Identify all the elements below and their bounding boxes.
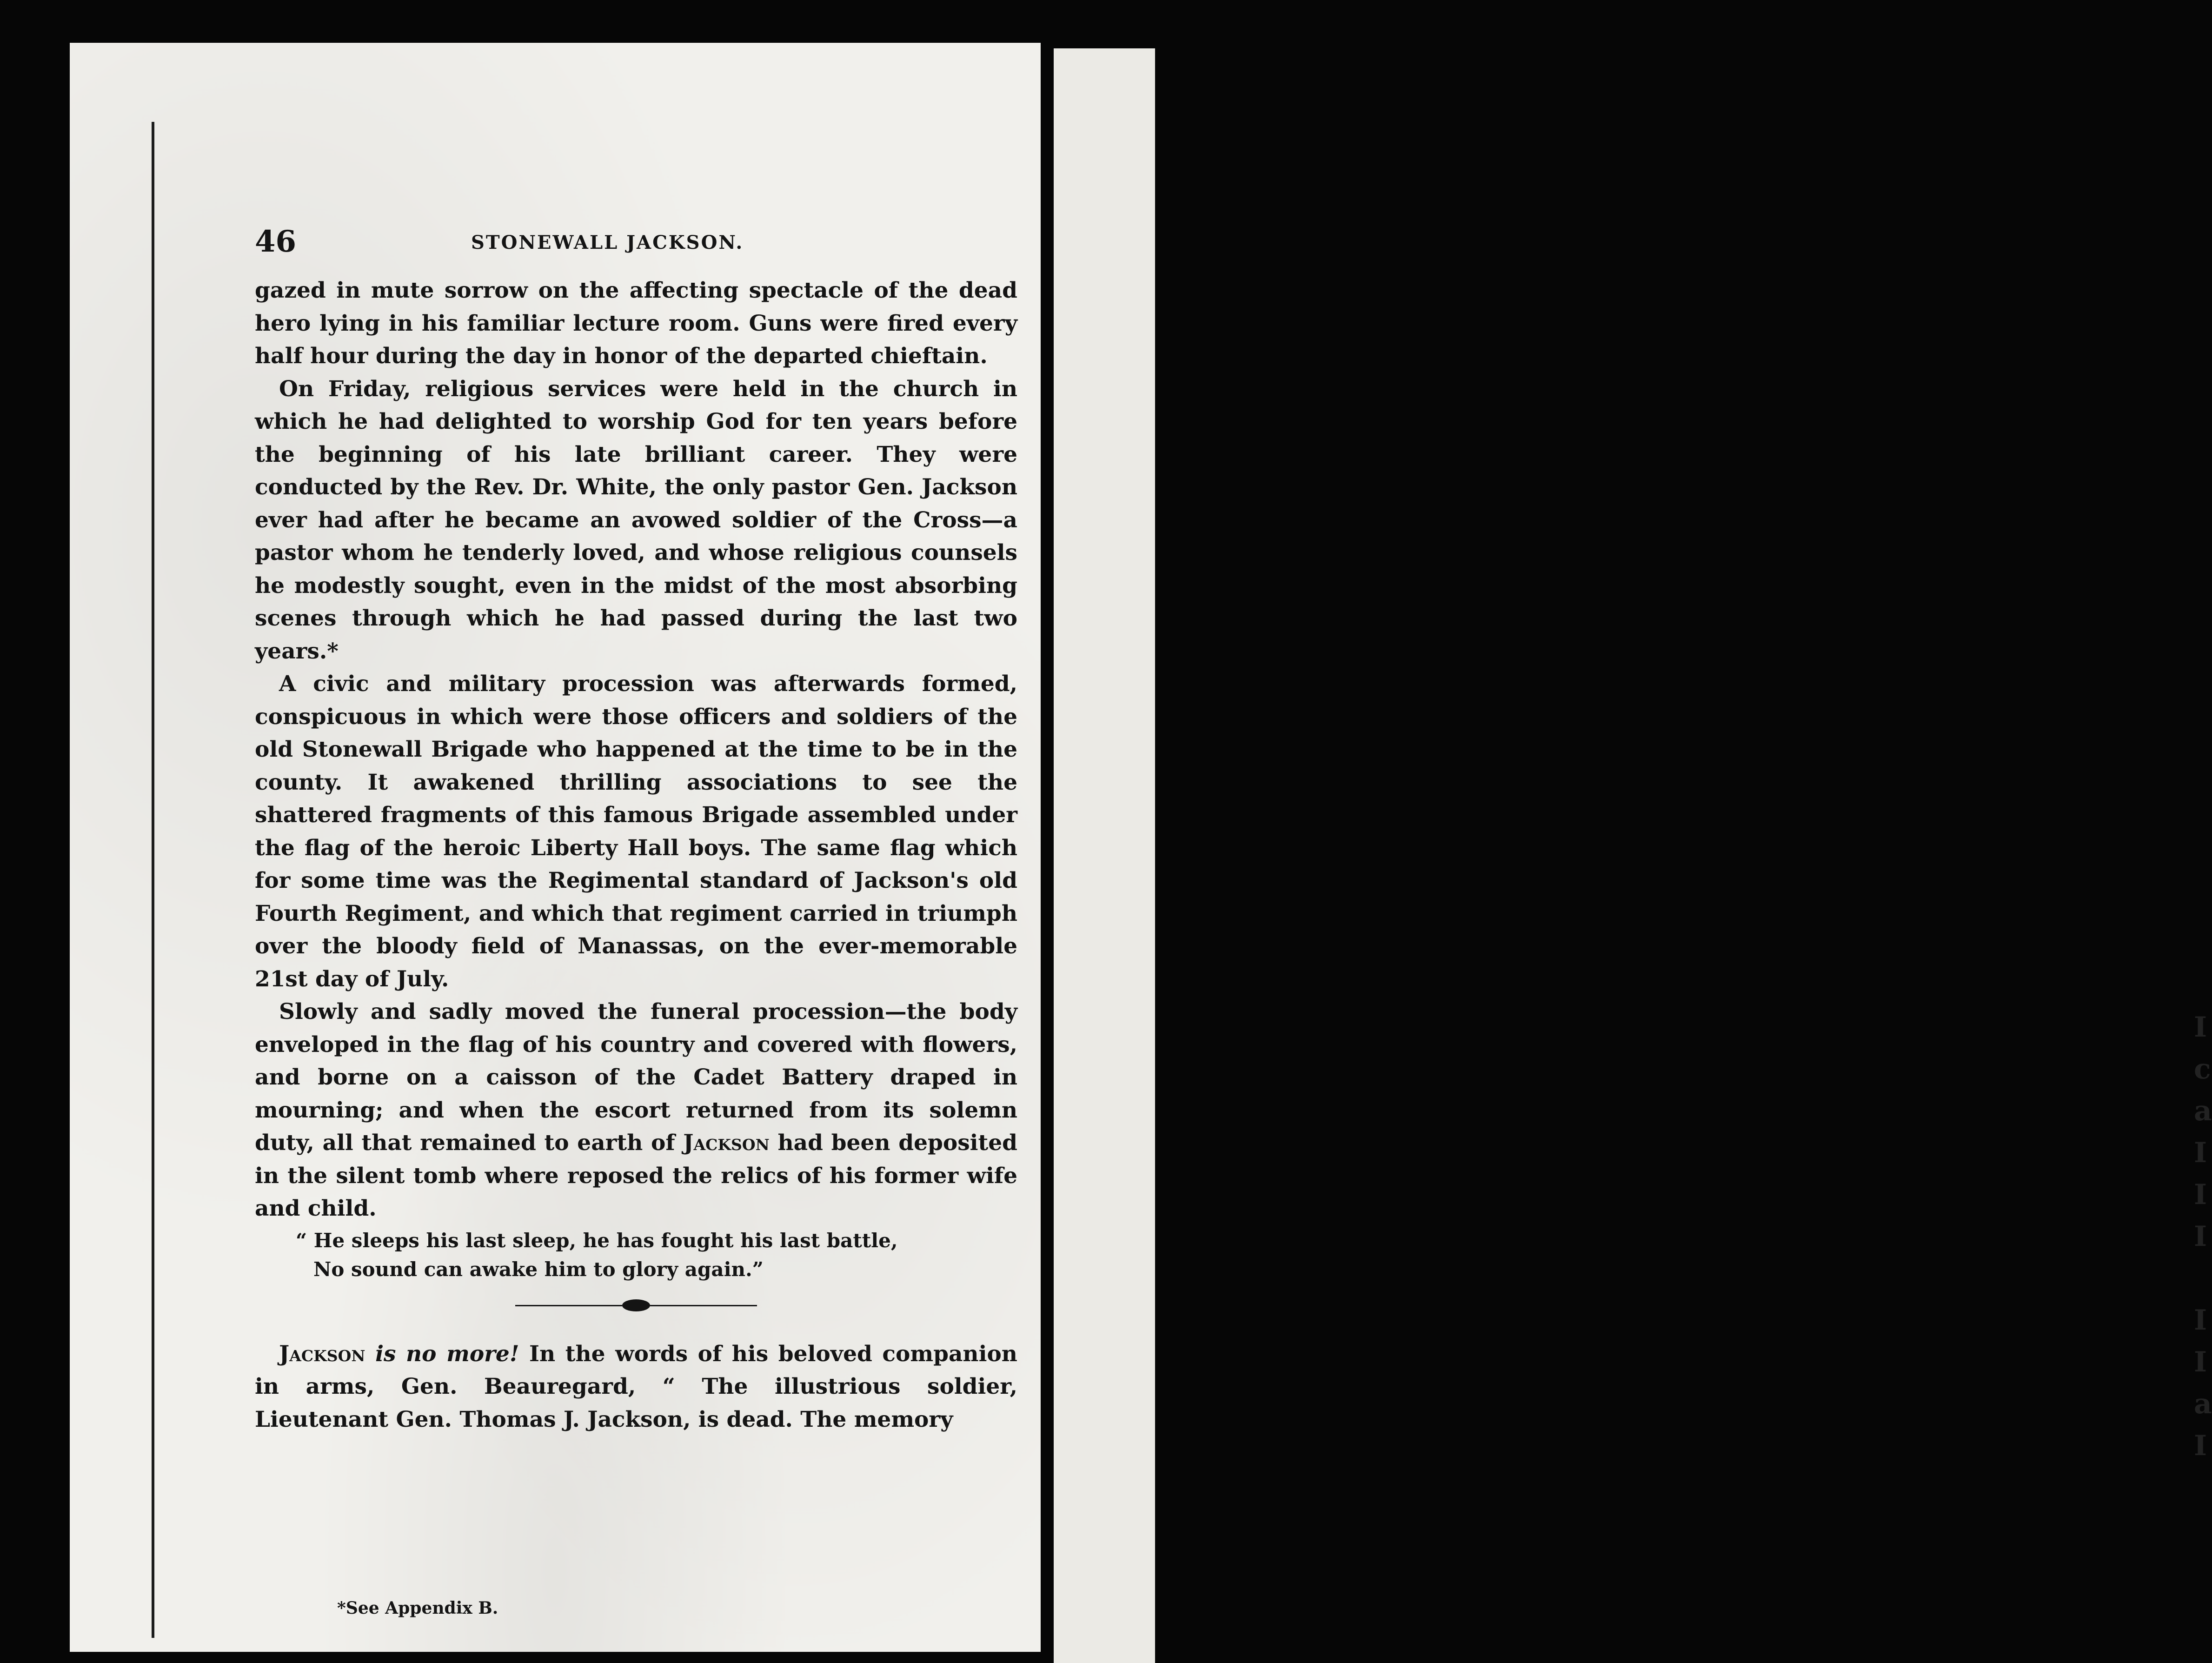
running-head: STONEWALL JACKSON. — [471, 232, 744, 253]
adjacent-page-letter-fragments: I c a I I I I I a I — [2194, 1011, 2212, 1462]
jackson-small-caps: Jackson — [683, 1130, 770, 1156]
page-number: 46 — [255, 224, 297, 259]
paragraph-5-italic: is no more! — [375, 1341, 519, 1367]
page-header — [255, 224, 1017, 261]
paragraph-5-text: In the words of his beloved companion in arms, Gen. Beauregard, “ The illustrious soldier, Lieutenant Gen. Thomas J. Jackson, is dead. The memory — [255, 1341, 1017, 1432]
verse-line-1: “ He sleeps his last sleep, he has fought his last battle, — [296, 1229, 898, 1252]
page-binding-edge — [152, 122, 154, 1638]
jackson-small-caps-2: Jackson — [279, 1341, 365, 1367]
footnote: *See Appendix B. — [337, 1598, 498, 1618]
ornamental-divider — [515, 1291, 757, 1319]
paragraph-1: gazed in mute sorrow on the affecting spectacle of the dead hero lying in his familiar lecture room. Guns were fired every half hour during the day in honor of the departed chieftain. — [255, 278, 1017, 369]
divider-rule-left — [515, 1305, 622, 1306]
paragraph-3: A civic and military procession was afterwards formed, conspicuous in which were those officers and soldiers of the old Stonewall Brigade who happened at the time to be in the county. It awakened thrilling associations to see the shattered fragments of this famous Brigade assembled under the flag of the heroic Liberty Hall boys. The same flag which for some time was the Regimental standard of Jackson's old Fourth Regiment, and which that regiment carried in triumph over the bloody field of Manassas, on the ever-memorable 21st day of July. — [255, 671, 1017, 992]
verse-quote — [296, 1225, 1017, 1284]
paragraph-4 — [255, 996, 1017, 1225]
paragraph-2: On Friday, religious services were held in the church in which he had delighted to worship God for ten years before the beginning of his late brilliant career. They were conducted by the Rev. Dr. White, the only pastor Gen. Jackson ever had after he became an avowed soldier of the Cross—a pastor whom he tenderly loved, and whose religious counsels he modestly sought, even in the midst of the most absorbing scenes through which he had passed during the last two years.* — [255, 376, 1017, 664]
verse-line-2: No sound can awake him to glory again.” — [313, 1257, 764, 1281]
paragraph-4-text-start: Slowly and sadly moved the funeral procession—the body enveloped in the flag of his country and covered with flowers, and borne on a caisson of the Cadet Battery draped in mourning; and when the escort returned from its solemn duty, all that remained to earth of — [255, 999, 1017, 1156]
divider-rule-right — [650, 1305, 757, 1306]
divider-ornament — [622, 1299, 650, 1311]
paragraph-4-text-end: had been deposited in the silent tomb where reposed the relics of his former wife and child. — [255, 1130, 1017, 1221]
page-body — [255, 274, 1017, 1436]
adjacent-page-edge — [1054, 48, 2212, 1663]
book-page — [70, 43, 1041, 1652]
paragraph-5 — [255, 1338, 1017, 1437]
